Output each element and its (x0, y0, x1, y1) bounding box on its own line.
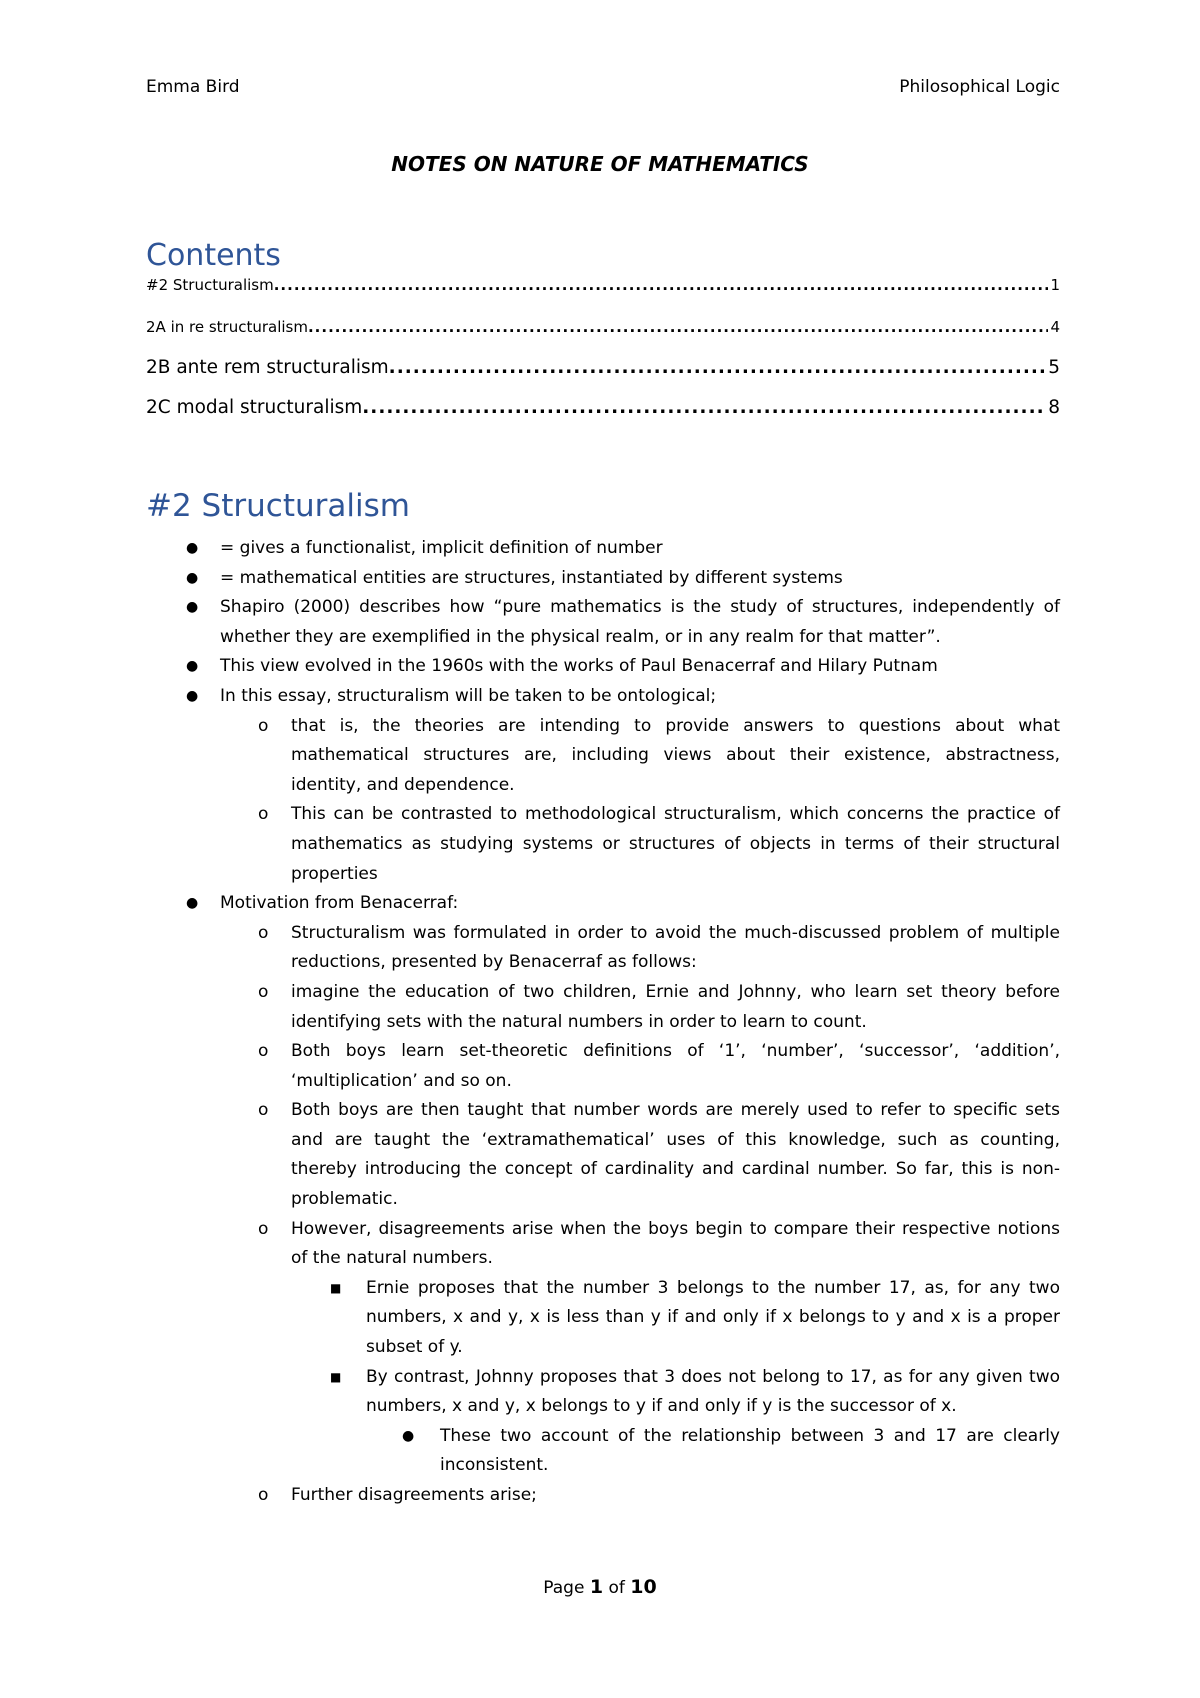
toc-entry[interactable] (146, 357, 1060, 378)
bullet-icon: ● (402, 1427, 415, 1444)
bullet-icon: ● (186, 540, 199, 556)
list-item: o However, disagreements arise when the boys begin to compare their respective notions of the natural numbers. (146, 1215, 1060, 1274)
toc-leader-dots (274, 276, 1049, 294)
toc-entry-label: 2C modal structuralism (146, 397, 363, 418)
square-bullet-icon: ■ (330, 1280, 342, 1295)
toc-entry-page: 8 (1048, 397, 1060, 418)
circle-bullet-icon: o (258, 1100, 269, 1121)
circle-bullet-icon: o (258, 981, 269, 1002)
bullet-icon: ● (186, 599, 199, 616)
document-title: NOTES ON NATURE OF MATHEMATICS (391, 152, 809, 176)
list-item: ● These two account of the relationship between 3 and 17 are clearly inconsistent. (146, 1422, 1060, 1481)
list-item: o Both boys learn set-theoretic definitions of ‘1’, ‘number’, ‘successor’, ‘addition’, ‘multiplication’ and so on. (146, 1037, 1060, 1096)
header-author: Emma Bird (146, 77, 240, 97)
square-bullet-icon: ■ (330, 1369, 342, 1384)
list-item: ● Shapiro (2000) describes how “pure mathematics is the study of structures, independently of whether they are exemplified in the physical realm, or in any realm for that matter”. (146, 593, 1060, 652)
list-item: ● = gives a functionalist, implicit definition of number (146, 534, 1060, 564)
toc-entry-page: 5 (1048, 357, 1060, 378)
list-item: o Both boys are then taught that number words are merely used to refer to specific sets and are taught the ‘extramathematical’ uses of this knowledge, such as counting, thereby introducing the concept of cardinality and cardinal number. So far, this is non-problematic. (146, 1096, 1060, 1214)
list-item: o that is, the theories are intending to provide answers to questions about what mathematical structures are, including views about their existence, abstractness, identity, and dependence. (146, 712, 1060, 801)
bullet-icon: ● (186, 895, 199, 912)
circle-bullet-icon: o (258, 1218, 269, 1239)
circle-bullet-icon: o (258, 1485, 269, 1505)
bullet-icon: ● (186, 569, 199, 586)
page-of-label: of (608, 1578, 625, 1598)
toc-entry-page: 4 (1050, 318, 1060, 336)
list-item: o Structuralism was formulated in order to avoid the much-discussed problem of multiple reductions, presented by Benacerraf as follows: (146, 919, 1060, 978)
list-item: ● Motivation from Benacerraf: (146, 889, 1060, 919)
current-page-number: 1 (589, 1576, 604, 1598)
circle-bullet-icon: o (258, 922, 269, 943)
toc-leader-dots (389, 357, 1047, 378)
header-course: Philosophical Logic (899, 77, 1060, 97)
page-label: Page (543, 1578, 585, 1598)
total-pages-number: 10 (630, 1576, 657, 1598)
toc-entry-page: 1 (1050, 276, 1060, 294)
section-heading: #2 Structuralism (146, 488, 410, 524)
list-item: o This can be contrasted to methodological structuralism, which concerns the practice of mathematics as studying systems or structures of objects in terms of their structural properties (146, 800, 1060, 889)
list-item: o imagine the education of two children, Ernie and Johnny, who learn set theory before identifying sets with the natural numbers in order to learn to count. (146, 978, 1060, 1037)
list-item: o Further disagreements arise; (146, 1481, 1060, 1511)
toc-entry-label: 2A in re structuralism (146, 318, 308, 336)
toc-leader-dots (308, 318, 1048, 336)
toc-leader-dots (362, 397, 1046, 418)
contents-heading: Contents (146, 238, 281, 273)
list-item: ● = mathematical entities are structures, instantiated by different systems (146, 564, 1060, 594)
list-item: ● In this essay, structuralism will be taken to be ontological; (146, 682, 1060, 712)
toc-entry[interactable] (146, 318, 1060, 336)
circle-bullet-icon: o (258, 804, 269, 825)
circle-bullet-icon: o (258, 1041, 269, 1062)
list-item: ■ Ernie proposes that the number 3 belongs to the number 17, as, for any two numbers, x and y, x is less than y if and only if x belongs to y and x is a proper subset of y. (146, 1274, 1060, 1363)
toc-entry[interactable] (146, 397, 1060, 418)
section-body (146, 534, 1060, 1511)
bullet-icon: ● (186, 687, 199, 704)
bullet-icon: ● (186, 658, 199, 675)
circle-bullet-icon: o (258, 715, 269, 736)
toc-entry[interactable] (146, 276, 1060, 294)
toc-entry-label: 2B ante rem structuralism (146, 357, 389, 378)
toc-entry-label: #2 Structuralism (146, 276, 274, 294)
list-item: ● This view evolved in the 1960s with the works of Paul Benacerraf and Hilary Putnam (146, 652, 1060, 682)
list-item: ■ By contrast, Johnny proposes that 3 does not belong to 17, as for any given two numbers, x and y, x belongs to y if and only if y is the successor of x. (146, 1363, 1060, 1422)
page-footer (0, 1576, 1200, 1598)
